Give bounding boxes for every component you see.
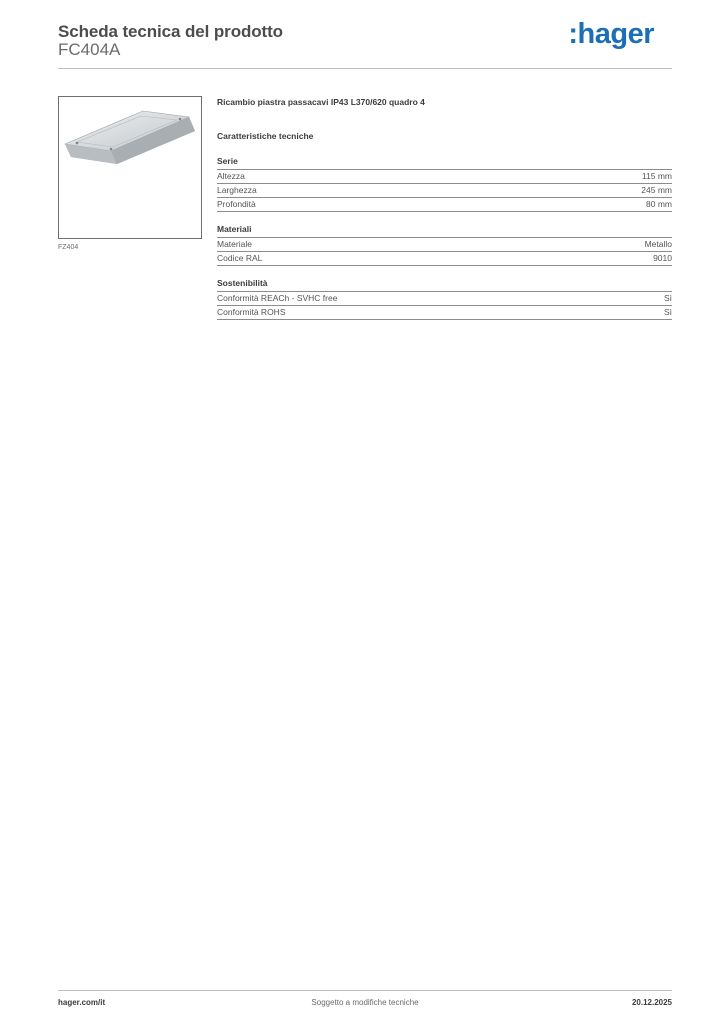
spec-label: Codice RAL xyxy=(217,253,263,263)
spec-label: Larghezza xyxy=(217,185,257,195)
spec-label: Conformità ROHS xyxy=(217,307,286,317)
product-description: Ricambio piastra passacavi IP43 L370/620 quadro 4 xyxy=(217,97,425,107)
screw-hole xyxy=(179,118,182,121)
spec-value: 80 mm xyxy=(646,199,672,209)
spec-group-title: Sostenibilità xyxy=(217,278,672,292)
footer-divider xyxy=(58,990,672,991)
spec-group-title: Materiali xyxy=(217,224,672,238)
spec-value: 245 mm xyxy=(641,185,672,195)
image-caption: FZ404 xyxy=(58,244,79,251)
footer-website-link[interactable]: hager.com/it xyxy=(58,998,106,1007)
spec-row-materiale xyxy=(217,238,672,252)
spec-group-sostenibilita xyxy=(217,278,672,320)
spec-value: 9010 xyxy=(653,253,672,263)
page-header xyxy=(58,20,672,68)
spec-row-altezza xyxy=(217,170,672,184)
spec-row-codice-ral xyxy=(217,252,672,266)
header-divider xyxy=(58,68,672,69)
page-footer xyxy=(58,998,672,1010)
spec-group-title: Serie xyxy=(217,156,672,170)
spec-row-reach xyxy=(217,292,672,306)
footer-notice: Soggetto a modifiche tecniche xyxy=(311,998,419,1007)
spec-label: Altezza xyxy=(217,171,245,181)
page-title: Scheda tecnica del prodotto xyxy=(58,22,283,41)
spec-value: 115 mm xyxy=(641,171,672,181)
footer-date: 20.12.2025 xyxy=(631,998,672,1007)
product-image xyxy=(58,96,202,239)
spec-value: Sì xyxy=(663,293,672,303)
cable-gland-plate-illustration xyxy=(59,97,201,238)
spec-group-materiali xyxy=(217,224,672,266)
spec-group-serie xyxy=(217,156,672,212)
spec-label: Conformità REACh - SVHC free xyxy=(217,293,338,303)
product-details xyxy=(217,96,672,320)
spec-value: Metallo xyxy=(644,239,672,249)
spec-label: Materiale xyxy=(217,239,252,249)
screw-hole xyxy=(110,148,113,151)
hager-logo[interactable]: :hager xyxy=(568,18,654,50)
spec-row-larghezza xyxy=(217,184,672,198)
technical-characteristics-heading: Caratteristiche tecniche xyxy=(217,131,314,141)
spec-value: Sì xyxy=(663,307,672,317)
product-code: FC404A xyxy=(58,40,121,59)
spec-row-profondita xyxy=(217,198,672,212)
spec-label: Profondità xyxy=(217,199,256,209)
spec-row-rohs xyxy=(217,306,672,320)
screw-hole xyxy=(76,142,79,145)
